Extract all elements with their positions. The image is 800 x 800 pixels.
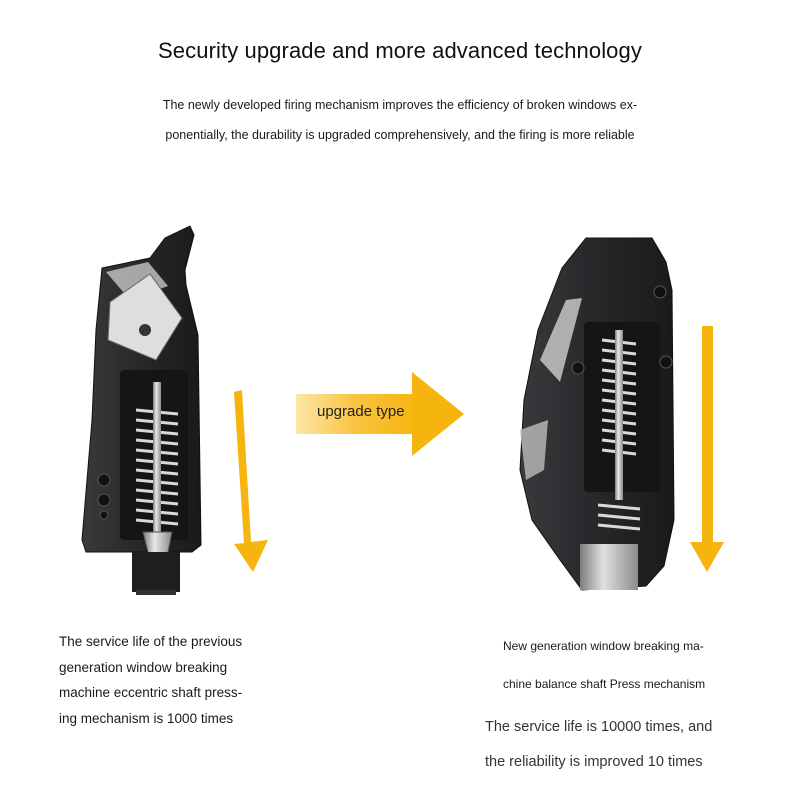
left-caption <box>59 629 279 731</box>
intro-line-1: The newly developed firing mechanism improves the efficiency of broken windows ex- <box>162 98 638 112</box>
left-caption-line: ing mechanism is 1000 times <box>59 710 234 726</box>
new-mechanism-device <box>520 238 674 590</box>
right-caption-line-3: The service life is 10000 times, and <box>485 719 713 735</box>
left-caption-line: generation window breaking <box>59 659 228 675</box>
right-caption-line-4: the reliability is improved 10 times <box>485 754 703 770</box>
right-down-arrow <box>690 326 724 572</box>
left-down-arrow <box>234 390 268 572</box>
page-title: Security upgrade and more advanced technology <box>158 38 642 63</box>
upgrade-type-label: upgrade type <box>317 403 405 420</box>
right-caption-line-1: New generation window breaking ma- <box>503 639 704 653</box>
left-caption-line: machine eccentric shaft press- <box>59 685 243 700</box>
intro-line-2: ponentially, the durability is upgraded comprehensively, and the firing is more reliable <box>165 128 635 142</box>
left-caption-line: The service life of the previous <box>59 634 243 649</box>
right-caption-line-2: chine balance shaft Press mechanism <box>503 677 706 691</box>
old-mechanism-device <box>82 226 201 595</box>
